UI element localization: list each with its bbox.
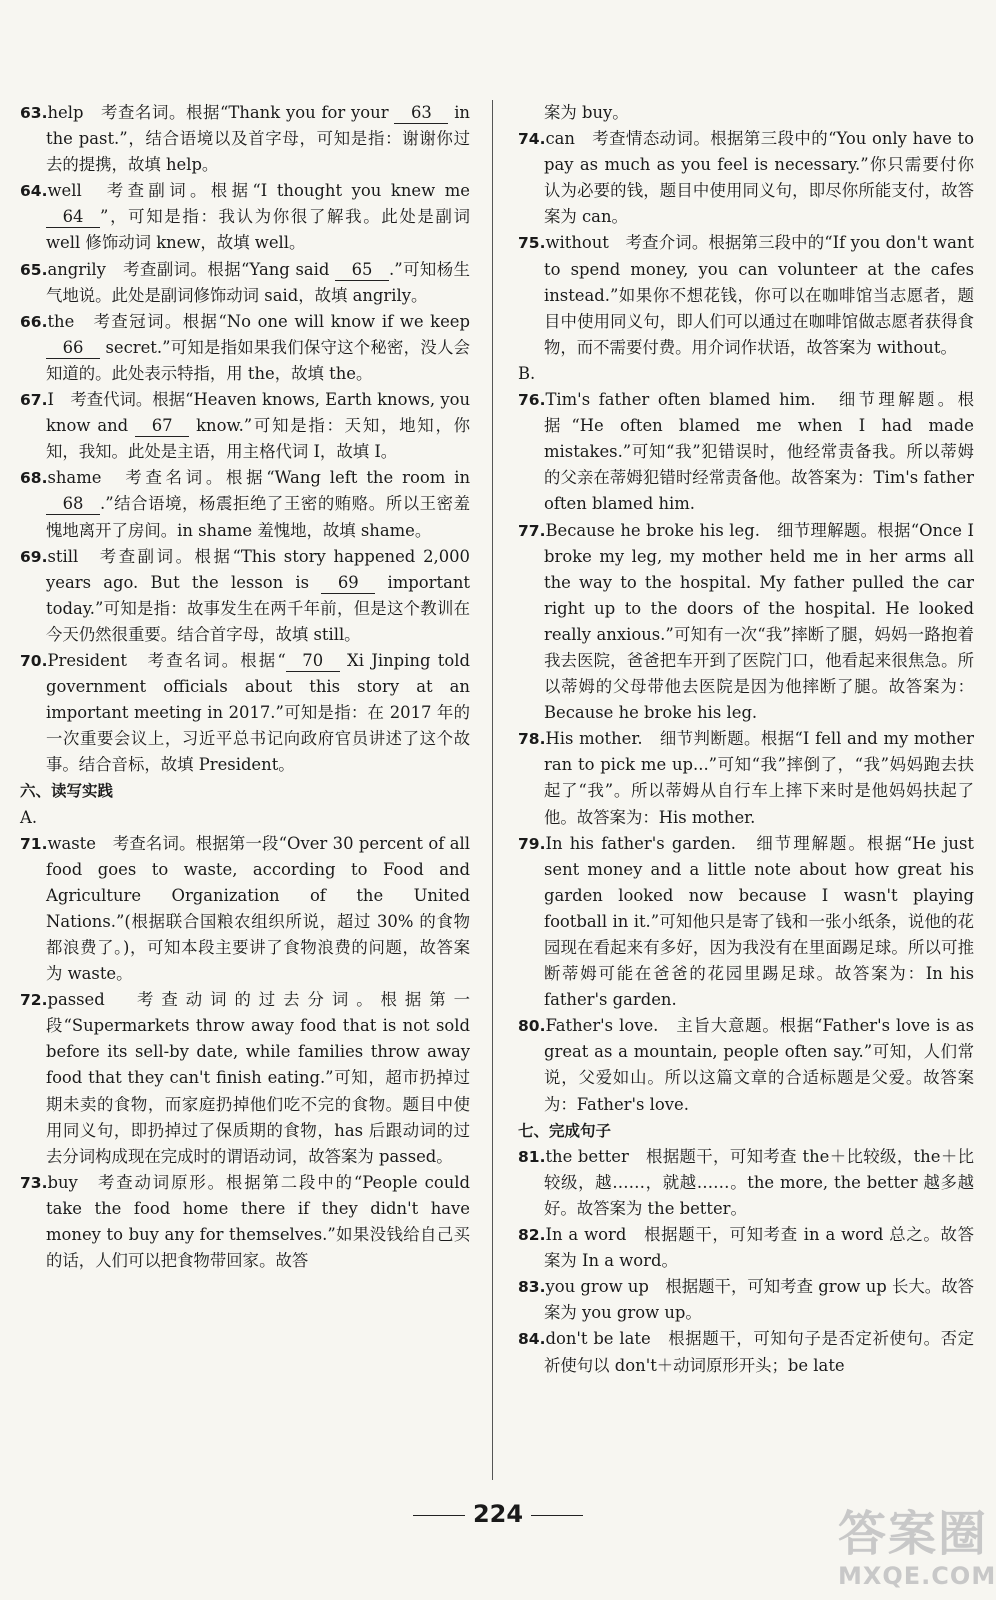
watermark-logo-text: 答案圈: [838, 1506, 989, 1562]
answer-text: Xi Jinping told government officials about this story at an important meeting in 2017.”可知是指：在 2017 年的一次重要会议上，习近平总书记向政府官员讲述了这个故事。结合音标，故填 President。: [46, 650, 470, 775]
right-column: [518, 100, 974, 1379]
answer-item: [20, 648, 470, 778]
answer-item: [518, 126, 974, 230]
blank-number: 67: [135, 416, 189, 437]
answer-text: still 考查副词。根据“This story happened 2,000 years ago. But the lesson is: [46, 546, 470, 592]
answer-number: 75.: [518, 234, 546, 253]
answer-number: 77.: [518, 521, 546, 540]
answer-text: Because he broke his leg. 细节理解题。根据“Once I broke my leg, my mother held me in her arms all the way to the hospital. My father pulled the car right up to the doors of the hospital. He looked really anxious.”可知有一次“我”摔断了腿，妈妈一路抱着我去医院，爸爸把车开到了医院门口，他看起来很焦急。所以蒂姆的父母带他去医院是因为他摔断了腿。故答案为：Because he broke his leg.: [544, 520, 974, 723]
answer-number: 73.: [20, 1173, 48, 1192]
blank-number: 66: [46, 338, 100, 359]
answer-item: [20, 257, 470, 309]
blank-number: 68: [46, 494, 100, 515]
answer-item: [518, 230, 974, 360]
part-b-label: B.: [518, 363, 536, 383]
answer-number: 78.: [518, 730, 546, 749]
column-divider: [492, 100, 493, 1480]
part-a-label: A.: [20, 807, 38, 827]
answer-text: don't be late 根据题干，可知句子是否定祈使句。否定祈使句以 don't＋动词原形开头；be late: [544, 1329, 974, 1375]
answer-text: I 考查代词。根据“Heaven knows, Earth knows, you know and: [46, 390, 470, 436]
answer-number: 82.: [518, 1226, 546, 1245]
answer-text: President 考查名词。根据“: [47, 650, 286, 670]
answer-number: 67.: [20, 391, 48, 410]
answer-text: you grow up 根据题干，可知考查 grow up 长大。故答案为 you grow up。: [544, 1277, 974, 1323]
blank-number: 69: [321, 573, 375, 594]
left-column: [20, 100, 470, 1274]
answer-number: 70.: [20, 651, 48, 670]
answer-text: angrily 考查副词。根据“Yang said: [47, 259, 336, 279]
answer-number: 83.: [518, 1278, 546, 1297]
answer-number: 72.: [20, 991, 48, 1010]
answer-item: [20, 309, 470, 387]
answer-item: [518, 726, 974, 830]
blank-number: 63: [394, 103, 448, 124]
answer-text: well 考查副词。根据“I thought you knew me: [47, 181, 470, 201]
continued-answer: 案为 buy。: [544, 103, 629, 122]
answer-text: know.”可知是指：天知，地知，你知，我知。此处是主语，用主格代词 I，故填 I。: [46, 416, 470, 462]
answer-number: 79.: [518, 834, 546, 853]
answer-text: the 考查冠词。根据“No one will know if we keep: [47, 311, 470, 331]
answer-number: 74.: [518, 130, 546, 149]
answer-text: can 考查情态动词。根据第三段中的“You only have to pay as much as you feel is necessary.”你只需要付你认为必要的钱，题目中使用同义句，即尽你所能支付，故答案为 can。: [544, 129, 974, 227]
answer-item: [20, 387, 470, 465]
answer-item: [518, 518, 974, 727]
answer-text: waste 考查名词。根据第一段“Over 30 percent of all food goes to waste, according to Food and Agriculture Organization of the United Nations.”(根据联合国粮农组织所说，超过 30% 的食物都浪费了。)，可知本段主要讲了食物浪费的问题，故答案为 waste。: [46, 833, 470, 984]
answer-item: [518, 1326, 974, 1378]
answer-item: [518, 1013, 974, 1117]
answer-item: [20, 178, 470, 256]
answer-text: shame 考查名词。根据“Wang left the room in: [47, 468, 470, 488]
answer-item: [518, 1222, 974, 1274]
answer-text: In a word 根据题干，可知考查 in a word 总之。故答案为 In a word。: [544, 1225, 974, 1271]
section-heading-reading-writing: 六、读写实践: [20, 782, 114, 801]
watermark-site-text: MXQE.COM: [838, 1562, 996, 1590]
watermark-logo: [838, 1506, 996, 1596]
answer-item: [518, 387, 974, 517]
page-number-text: 224: [472, 1500, 524, 1528]
answer-number: 76.: [518, 391, 546, 410]
answer-item: [20, 544, 470, 648]
answer-item: [518, 831, 974, 1014]
answer-text: His mother. 细节判断题。根据“I fell and my mother ran to pick me up...”可知“我”摔倒了，“我”妈妈跑去扶起了“我”。所以蒂姆从自行车上摔下来时是他妈妈扶起了他。故答案为：His mother.: [544, 729, 974, 827]
blank-number: 65: [335, 260, 389, 281]
answer-number: 64.: [20, 182, 48, 201]
answer-number: 65.: [20, 260, 48, 279]
answer-number: 69.: [20, 547, 48, 566]
blank-number: 70: [286, 651, 340, 672]
answer-item: [518, 1274, 974, 1326]
answer-text: ”，可知是指：我认为你很了解我。此处是副词 well 修饰动词 knew，故填 well。: [46, 207, 470, 253]
page-number-rule-left: [413, 1515, 465, 1516]
answer-number: 63.: [20, 104, 48, 122]
blank-number: 64: [46, 207, 100, 228]
answer-number: 66.: [20, 312, 48, 331]
answer-number: 81.: [518, 1147, 546, 1166]
answer-text: buy 考查动词原形。根据第二段中的“People could take the food home there if they didn't have money to buy any for themselves.”如果没钱给自己买的话，人们可以把食物带回家。故答: [46, 1172, 470, 1271]
answer-text: the better 根据题干，可知考查 the＋比较级，the＋比较级，越……，就越……。the more, the better 越多越好。故答案为 the better。: [544, 1146, 974, 1218]
answer-text: Father's love. 主旨大意题。根据“Father's love is as great as a mountain, people often say.”可知，人们常说，父爱如山。所以这篇文章的合适标题是父爱。故答案为：Father's love.: [544, 1016, 974, 1114]
answer-number: 84.: [518, 1330, 546, 1349]
answer-text: secret.”可知是指如果我们保守这个秘密，没人会知道的。此处表示特指，用 the，故填 the。: [46, 337, 470, 383]
answer-text: Tim's father often blamed him. 细节理解题。根据“He often blamed me when I had made mistakes.”可知“我”犯错误时，他经常责备我。所以蒂姆的父亲在蒂姆犯错时经常责备他。故答案为：Tim's father often blamed him.: [544, 390, 974, 514]
answer-text: .”可知杨生气地说。此处是副词修饰动词 said，故填 angrily。: [46, 259, 471, 305]
section-heading-complete-sentences: 七、完成句子: [518, 1121, 612, 1140]
answer-item: [20, 987, 470, 1170]
answer-text: In his father's garden. 细节理解题。根据“He just sent money and a little note about how great his garden looked now because I wasn't playing football in it.”可知他只是寄了钱和一张小纸条，说他的花园现在看起来有多好，因为我没有在里面踢足球。所以可推断蒂姆可能在爸爸的花园里踢足球。故答案为：In his father's garden.: [544, 833, 974, 1010]
answer-text: without 考查介词。根据第三段中的“If you don't want to spend money, you can volunteer at the cafes instead.”如果你不想花钱，你可以在咖啡馆当志愿者，题目中使用同义句，即人们可以通过在咖啡馆做志愿者获得食物，而不需要付费。用介词作状语，故答案为 without。: [544, 233, 974, 357]
answer-item: [20, 465, 470, 543]
answer-text: in the past.”，结合语境以及首字母，可知是指：谢谢你过去的提携，故填 help。: [46, 103, 470, 175]
answer-text: important today.”可知是指：故事发生在两千年前，但是这个教训在今天仍然很重要。结合首字母，故填 still。: [46, 572, 470, 644]
answer-number: 71.: [20, 834, 48, 853]
answer-text: help 考查名词。根据“Thank you for your: [47, 103, 395, 122]
answer-item: [20, 1170, 470, 1274]
answer-text: .”结合语境，杨震拒绝了王密的贿赂。所以王密羞愧地离开了房间。in shame 羞愧地，故填 shame。: [46, 494, 470, 540]
answer-item: [518, 1144, 974, 1222]
answer-number: 68.: [20, 469, 48, 488]
answer-text: passed 考查动词的过去分词。根据第一段“Supermarkets throw away food that is not sold before its sell-by date, while families throw away food that they can't finish eating.”可知，超市扔掉过期未卖的食物，而家庭扔掉他们吃不完的食物。题目中使用同义句，即扔掉过了保质期的食物，has 后跟动词的过去分词构成现在完成时的谓语动词，故答案为 passed。: [46, 990, 470, 1166]
answer-number: 80.: [518, 1017, 546, 1036]
answer-item: [20, 831, 470, 988]
page-number-rule-right: [531, 1515, 583, 1516]
answer-item: [20, 100, 470, 178]
